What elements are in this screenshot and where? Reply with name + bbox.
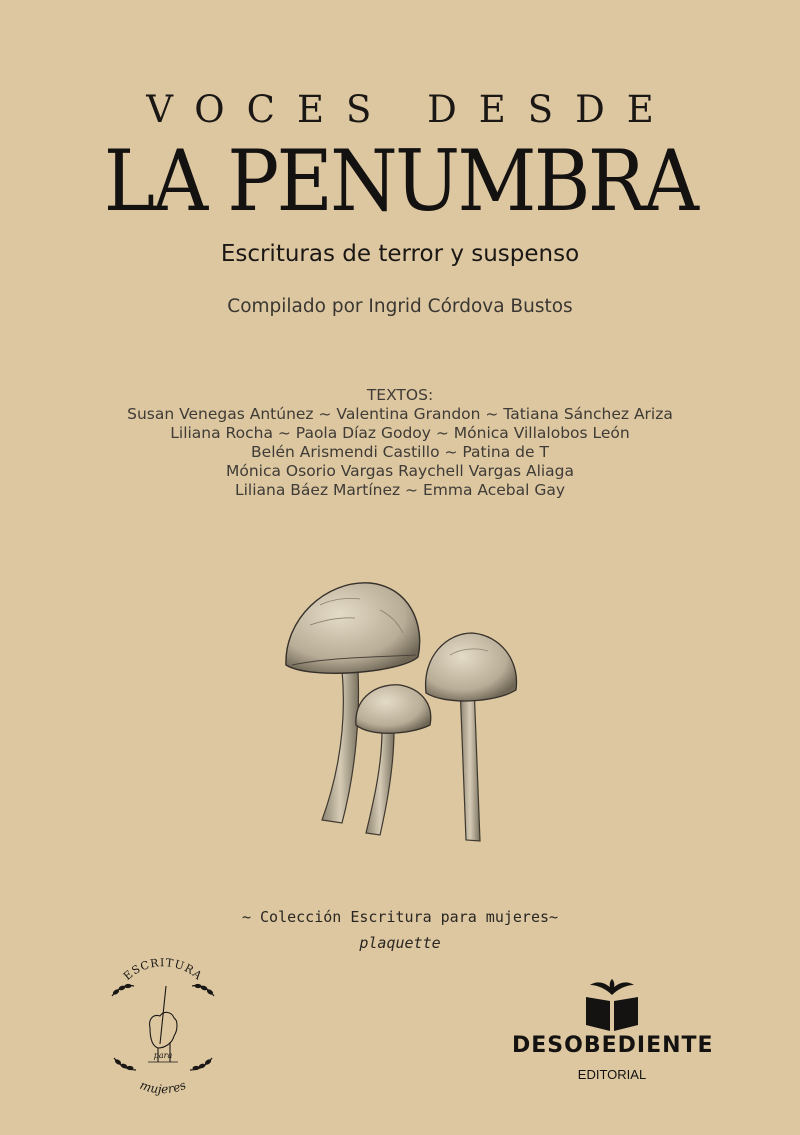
authors-line: Mónica Osorio Vargas Raychell Vargas Aliaga xyxy=(225,462,575,480)
svg-text:ESCRITURA: ESCRITURA xyxy=(120,958,206,983)
book-subtitle: Escrituras de terror y suspenso xyxy=(220,241,580,267)
open-book-icon xyxy=(512,975,712,1031)
svg-text:mujeres: mujeres xyxy=(138,1077,188,1096)
authors-line: Liliana Rocha ~ Paola Díaz Godoy ~ Mónica Villalobos León xyxy=(170,424,630,442)
escritura-para-mujeres-seal xyxy=(104,958,222,1096)
authors-line: Susan Venegas Antúnez ~ Valentina Grandon ~ Tatiana Sánchez Ariza xyxy=(127,405,673,423)
authors-list xyxy=(0,386,800,500)
authors-heading: TEXTOS: xyxy=(366,386,434,404)
publisher-subtitle: EDITORIAL xyxy=(577,1067,647,1082)
title-prefix: VOCES DESDE xyxy=(146,88,676,131)
publisher-name: DESOBEDIENTE xyxy=(512,1033,714,1058)
mushrooms-illustration xyxy=(270,565,530,855)
svg-text:para: para xyxy=(153,1051,173,1060)
publisher-logo xyxy=(512,975,712,1090)
authors-line: Belén Arismendi Castillo ~ Patina de T xyxy=(251,443,549,461)
authors-line: Liliana Báez Martínez ~ Emma Acebal Gay xyxy=(234,481,566,499)
book-title: LA PENUMBRA xyxy=(103,132,697,230)
format-label: plaquette xyxy=(359,934,441,952)
collection-line: ~ Colección Escritura para mujeres~ xyxy=(241,908,559,926)
compiler-credit: Compilado por Ingrid Córdova Bustos xyxy=(227,296,573,317)
